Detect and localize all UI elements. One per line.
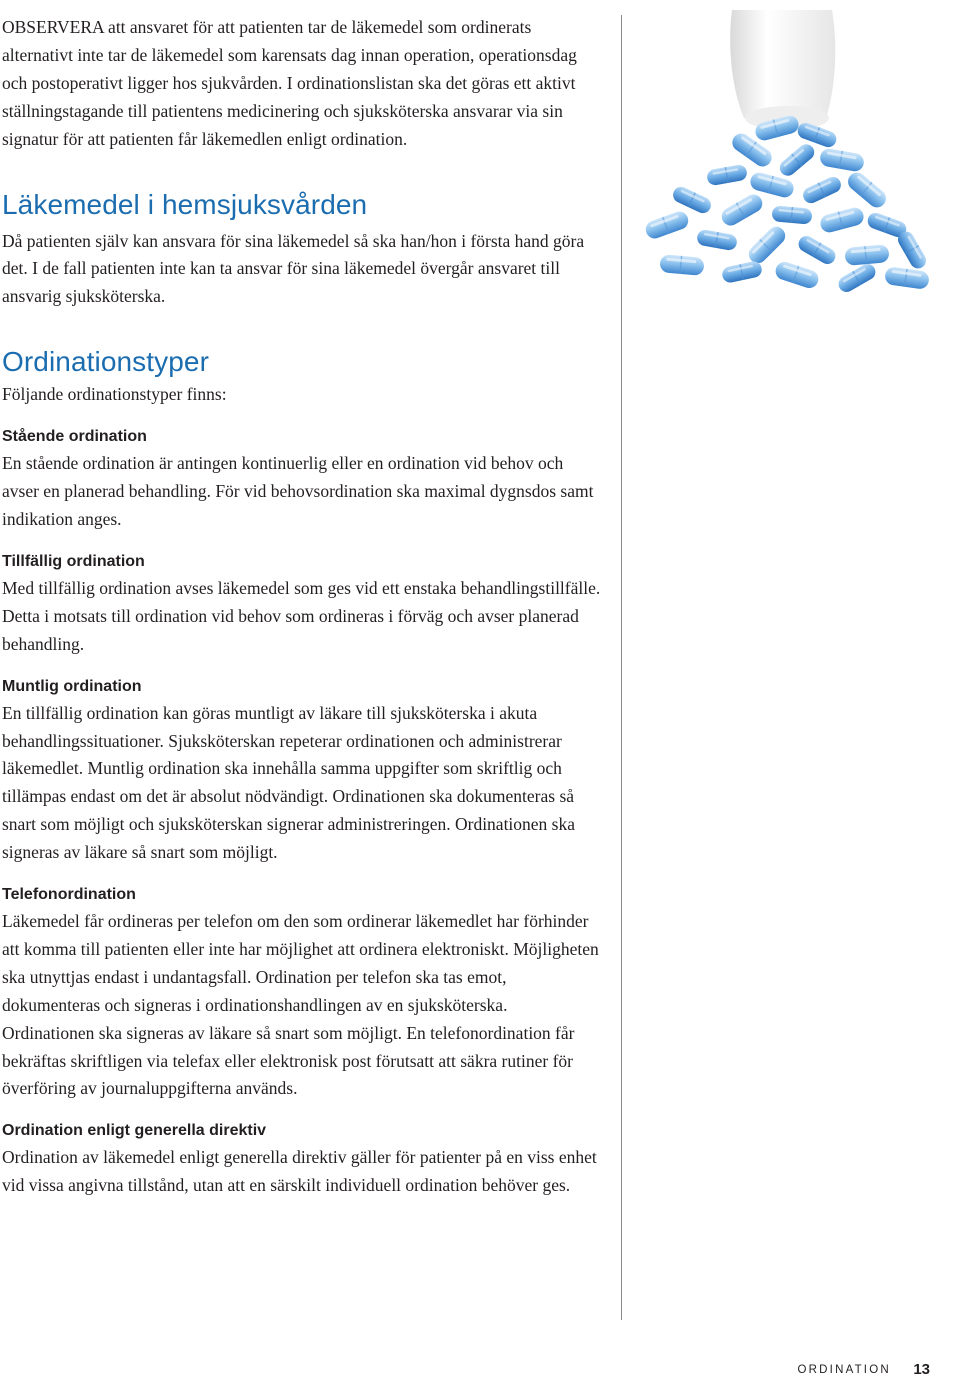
page-footer (798, 1361, 930, 1385)
column-divider (621, 15, 622, 1320)
section-title-muntlig: Muntlig ordination (2, 677, 142, 695)
page-number: 13 (913, 1361, 930, 1379)
ordinationstyper-intro: Följande ordinationstyper finns: (2, 384, 227, 405)
section-text-muntlig: En tillfällig ordination kan göras muntligt av läkare till sjuksköterska i akuta behandlingssituationer. Sjuksköterskan repeterar ordinationen och administrerar läkemedlet. Muntlig ordination ska innehålla samma uppgifter som skriftlig och tillämpas endast om det är absolut nödvändigt. Ordinationen ska dokumenteras så snart som möjligt och sjuksköterskan signerar administreringen. Ordinationen ska signeras av läkare så snart som möjligt. (2, 702, 576, 863)
section-text-tillfallig: Med tillfällig ordination avses läkemedel som ges vid ett enstaka behandlingstillfälle. Detta i motsats till ordination vid behov som ordineras i förväg och avser planerad behandling. (2, 577, 601, 654)
pill-capsules-photo (632, 10, 937, 295)
section-title-staende: Stående ordination (2, 428, 147, 446)
section-title-tillfallig: Tillfällig ordination (2, 552, 145, 570)
section-text-telefon: Läkemedel får ordineras per telefon om den som ordinerar läkemedlet har förhinder att komma till patienten eller inte har möjlighet att ordinera elektroniskt. Möjligheten ska utnyttjas endast i undantagsfall. Ordination per telefon ska tas emot, dokumenteras och signeras i ordinationshandlingen av en sjuksköterska. Ordinationen ska signeras av läkare så snart som möjligt. En telefonordination får bekräftas skriftligen via telefax eller elektronisk post förutsatt att säkra rutiner för överföring av journaluppgifterna används. (2, 911, 599, 1099)
intro-paragraph: OBSERVERA att ansvaret för att patienten tar de läkemedel som ordinerats alternativt inte tar de läkemedel som karensats dag innan operation, operationsdag och postoperativt ligger hos sjukvården. I ordinationslistan ska det göras ett aktivt ställningstagande till patientens medicinering och sjuksköterska ansvarar via sin signatur för att patienten får läkemedlen enligt ordination. (2, 17, 577, 149)
footer-section-label: ORDINATION (797, 1363, 891, 1376)
main-column (2, 14, 602, 1200)
section-title-telefon: Telefonordination (2, 886, 136, 904)
hemsjukvard-paragraph: Då patienten själv kan ansvara för sina läkemedel så ska han/hon i första hand göra det. I de fall patienten inte kan ta ansvar för sina läkemedel övergår ansvaret till ansvarig sjuksköterska. (2, 230, 585, 307)
section-text-staende: En stående ordination är antingen kontinuerlig eller en ordination vid behov och avser en planerad behandling. För vid behovsordination ska maximal dygnsdos samt indikation anges. (2, 453, 594, 529)
heading-ordinationstyper: Ordinationstyper (2, 346, 210, 378)
heading-hemsjukvard: Läkemedel i hemsjuksvården (2, 188, 368, 220)
section-text-generella: Ordination av läkemedel enligt generella direktiv gäller för patienter på en viss enhet vid vissa angivna tillstånd, utan att en särskilt individuell ordination behöver ges. (2, 1147, 597, 1196)
section-title-generella: Ordination enligt generella direktiv (2, 1122, 267, 1140)
